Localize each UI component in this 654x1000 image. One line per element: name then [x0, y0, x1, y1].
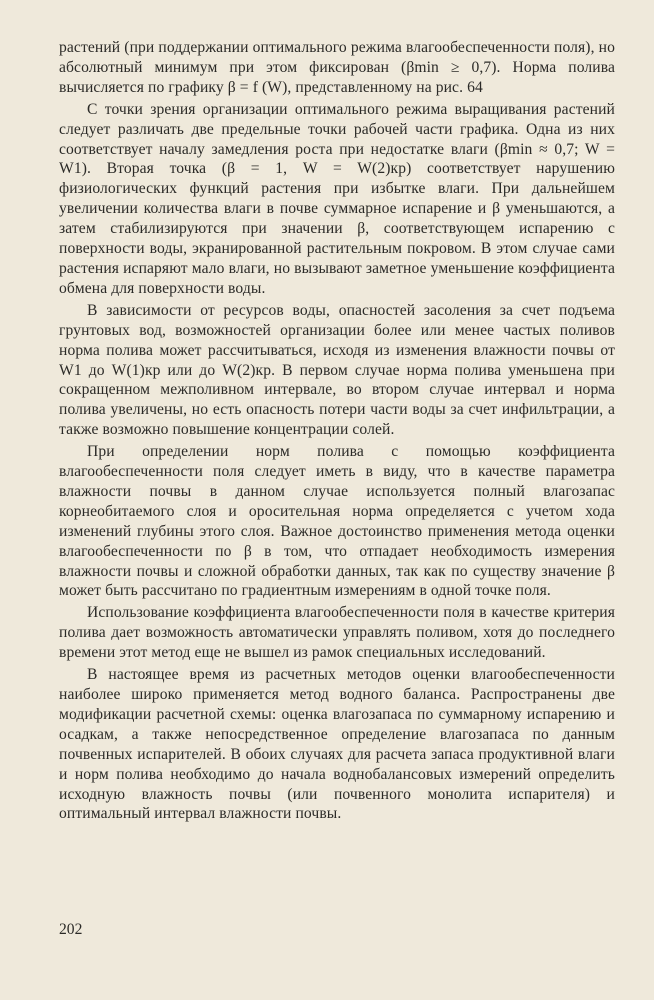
- paragraph-1: растений (при поддержании оптимального режима влагообеспеченности поля), но абсолютный минимум при этом фиксирован (βmin ≥ 0,7). Норма полива вычисляется по графику β = f (W), представленному на рис. 64: [59, 39, 615, 96]
- paragraph-6: В настоящее время из расчетных методов оценки влагообеспеченности наиболее широко применяется метод водного баланса. Распространены две модификации расчетной схемы: оценка влагозапаса по суммарному испарению и осадкам, а также непосредственное определение влагозапаса по данным почвенных испарителей. В обоих случаях для расчета запаса продуктивной влаги и норм полива необходимо до начала воднобалансовых измерений определить исходную влажность почвы (или почвенного монолита испарителя) и оптимальный интервал влажности почвы.: [59, 666, 615, 823]
- paragraph-2: С точки зрения организации оптимального режима выращивания растений следует различать две предельные точки рабочей части графика. Одна из них соответствует началу замедления роста при недостатке влаги (βmin ≈ 0,7; W = W1). Вторая точка (β = 1, W = W(2)кр) соответствует нарушению физиологических функций растения при избытке влаги. При дальнейшем увеличении количества влаги в почве суммарное испарение и β уменьшаются, а затем стабилизируются при значении β, соответствующем испарению с поверхности воды, экранированной растительным покровом. В этом случае сами растения испаряют мало влаги, но вызывают заметное уменьшение коэффициента обмена для поверхности воды.: [59, 100, 615, 297]
- text-block: [59, 38, 615, 824]
- paragraph-4: При определении норм полива с помощью коэффициента влагообеспеченности поля следует иметь в виду, что в качестве параметра влажности почвы в данном случае используется полный влагозапас корнеобитаемого слоя и оросительная норма определяется с учетом хода изменений глубины этого слоя. Важное достоинство применения метода оценки влагообеспеченности по β в том, что отпадает необходимость измерения влажности почвы и сложной обработки данных, так как по существу значение β может быть рассчитано по градиентным измерениям в одной точке поля.: [59, 443, 615, 600]
- page-number: 202: [59, 921, 83, 938]
- paragraph-3: В зависимости от ресурсов воды, опасностей засоления за счет подъема грунтовых вод, возможностей организации более или менее частых поливов норма полива может рассчитываться, исходя из изменения влажности почвы от W1 до W(1)кр или до W(2)кр. В первом случае норма полива уменьшена при сокращенном межполивном интервале, во втором случае интервал и норма полива увеличены, но есть опасность потери части воды за счет инфильтрации, а также возможно повышение концентрации солей.: [59, 301, 615, 439]
- paragraph-5: Использование коэффициента влагообеспеченности поля в качестве критерия полива дает возможность автоматически управлять поливом, хотя до последнего времени этот метод еще не вышел из рамок специальных исследований.: [59, 604, 615, 662]
